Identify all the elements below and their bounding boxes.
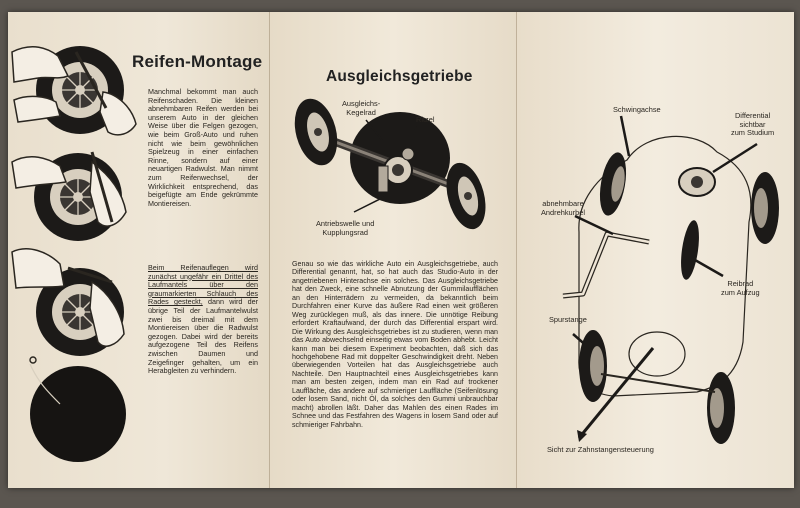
label-ritzel: Ritzel [416,115,435,124]
tire-mounting-title: Reifen-Montage [132,52,263,71]
chassis-diagram [517,12,794,488]
label-schwingachse: Schwingachse [613,105,661,114]
label-andrehkurbel: abnehmbare Andrehkurbel [541,199,585,217]
panel-chassis-diagram [517,12,794,488]
tire-mounting-steps-rest: dann wird der übrige Teil der Laufmantelwulst zwei bis dreimal mit dem Montiereisen über die Radwulst gezogen. Dabei wird der bereits aufgezogene Teil des Reifens zwischen Daumen und Zeigefinger gehalten, um ein Herabgleiten zu verhindern. [148,297,258,376]
label-reibrad: Reibrad zum Aufzug [721,279,760,297]
label-kegelrad: Ausgleichs- Kegelrad [342,99,381,117]
differential-illustration [270,92,517,252]
tire-mounting-intro-text: Manchmal bekommt man auch Reifenschaden. Die kleinen abnehmbaren Reifen werden bei unserem Auto in der gleichen Weise über die Felgen gezogen, wie beim Groß-Auto und ruhen nicht wie beim gewöhnlichen Spielzeug in einer einfachen Rinne, sondern auf einer neuartigen Radwulst. Man nimmt zum Reifenwechsel, der Wirklichkeit entsprechend, das beigefügte am Ende gekrümmte Montiereisen. [148,87,258,208]
instruction-leaflet [8,12,794,488]
label-spurstange: Spurstange [549,315,587,324]
panel-tire-mounting [8,12,270,488]
differential-title: Ausgleichsgetriebe [326,68,473,85]
label-zahnstange: Sicht zur Zahnstangensteuerung [547,445,654,454]
tire-mounting-steps-text [148,264,258,376]
tire-mounting-steps-underlined: Beim Reifenauflegen wird zunächst ungefähr ein Drittel des Laufmantels über den graumarkierten Schlauch des Rades gesteckt, [148,263,258,307]
tire-mounting-illustrations [8,12,148,488]
differential-body-text: Genau so wie das wirkliche Auto ein Ausgleichsgetriebe, auch Differential genannt, hat, so hat auch das Studio-Auto in der angetriebenen Hinterachse ein solches. Das Ausgleichsgetriebe hat den Zweck, eine schnelle Abnutzung der Gummilaufflächen an den Hinterrädern zu vermeiden, da bekanntlich beim Durchfahren einer Kurve das äußere Rad einen weit größeren Weg zurücklegen muß, als das innere. Die unnötige Reibung erfordert Kraftaufwand, der durch das Differential erspart wird. Die Wirkung des Ausgleichsgetriebes ist zu studieren, wenn man das Auto abwechselnd einseitig etwas vom Boden abhebt. Leicht kann man bei diesem Experiment beobachten, daß sich das hochgehobene Rad mit doppelter Geschwindigkeit dreht. Neben überwiegenden Vorteilen hat das Ausgleichsgetriebe auch Nachteile. Den Hauptnachteil eines Ausgleichsgetriebes kann man am besten zeigen, indem man ein Rad auf trockener Lauffläche, das andere auf schmieriger Lauffläche (Seifenlösung oder losem Sand, nicht Öl, da solches den Gummi unbrauchbar macht) abrollen läßt. Daher das Mahlen des einen Rades im Schnee und das Festfahren des Wagens in losem Sand oder auf schmieriger Fahrbahn. [292,260,498,429]
label-differential: Differential sichtbar zum Studium [731,111,775,138]
panel-differential [270,12,517,488]
label-antrieb: Antriebswelle und Kupplungsrad [316,219,375,237]
